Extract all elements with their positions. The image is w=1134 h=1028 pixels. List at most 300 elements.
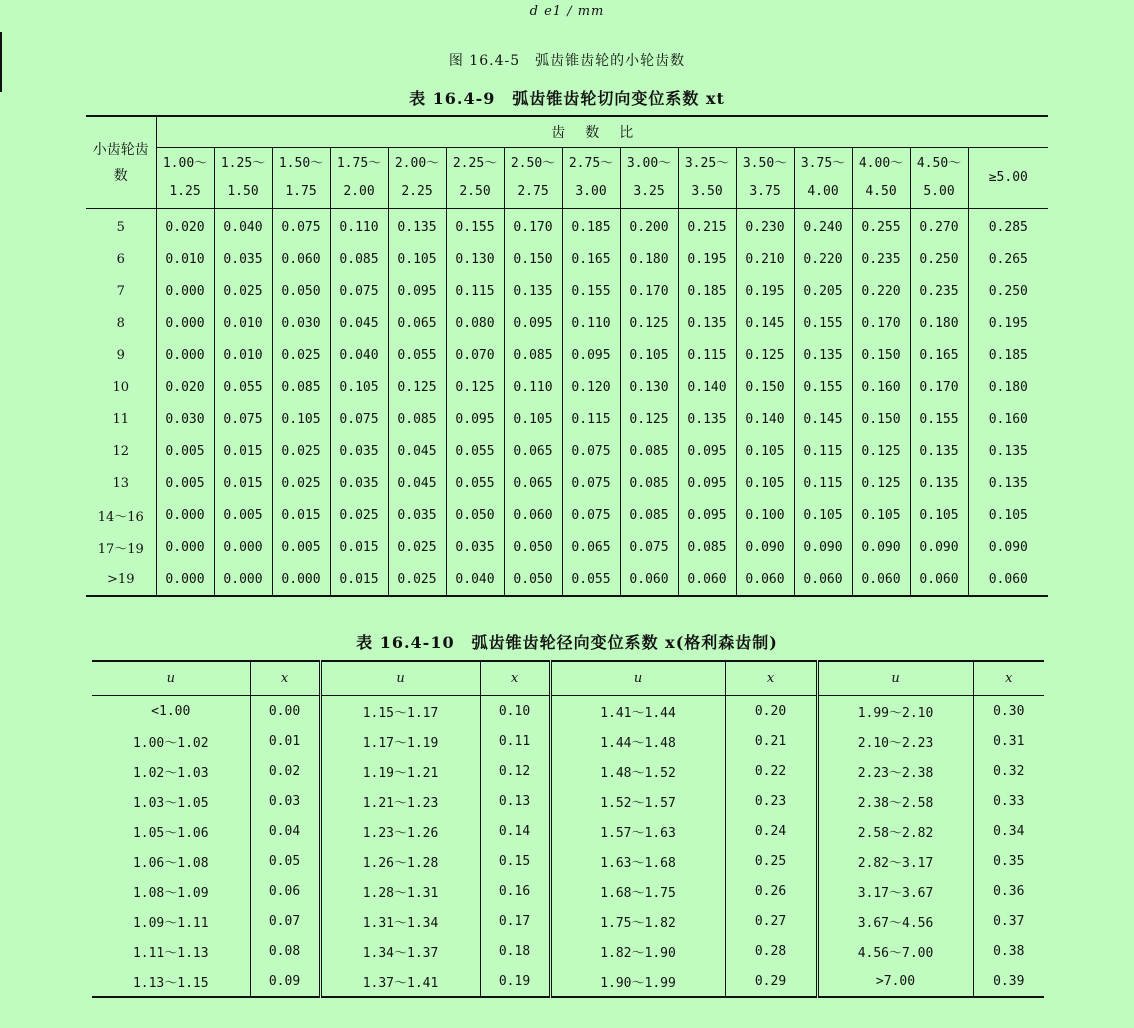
coefficient-cell: 0.075 — [330, 275, 388, 307]
ratio-range-from: 4.00～ — [858, 156, 904, 171]
coefficient-cell: 0.000 — [272, 563, 330, 596]
coefficient-cell: 0.105 — [910, 499, 968, 531]
u-header: u — [320, 661, 480, 696]
table-row — [92, 906, 1044, 936]
ratio-range-to: 3.00 — [575, 184, 607, 199]
ratio-range-from: 2.75～ — [568, 156, 614, 171]
coefficient-cell: 0.060 — [910, 563, 968, 596]
ratio-range-header — [620, 148, 678, 209]
ratio-range-from: 2.25～ — [452, 156, 498, 171]
coefficient-cell: 0.035 — [330, 435, 388, 467]
coefficient-cell: 0.075 — [620, 531, 678, 563]
coefficient-cell: 0.090 — [852, 531, 910, 563]
coefficient-cell: 0.065 — [562, 531, 620, 563]
coefficient-cell: 0.105 — [736, 467, 794, 499]
u-range-cell: 2.58～2.82 — [817, 816, 973, 846]
x-value-cell: 0.17 — [480, 906, 550, 936]
u-range-cell: 2.38～2.58 — [817, 786, 973, 816]
coefficient-cell: 0.000 — [156, 531, 214, 563]
table-row — [86, 209, 1048, 244]
ratio-range-to: 3.50 — [691, 184, 723, 199]
ratio-range-from: 2.50～ — [510, 156, 556, 171]
pinion-teeth-cell: 6 — [86, 243, 156, 275]
x-value-cell: 0.27 — [725, 906, 817, 936]
x-value-cell: 0.13 — [480, 786, 550, 816]
coefficient-cell: 0.075 — [272, 209, 330, 244]
figure-caption: 图 16.4-5 弧齿锥齿轮的小轮齿数 — [448, 53, 686, 69]
coefficient-cell: 0.155 — [562, 275, 620, 307]
coefficient-cell: 0.000 — [156, 339, 214, 371]
coefficient-cell: 0.005 — [272, 531, 330, 563]
x-value-cell: 0.24 — [725, 816, 817, 846]
ratio-range-header — [736, 148, 794, 209]
coefficient-cell: 0.150 — [504, 243, 562, 275]
u-range-cell: 1.13～1.15 — [132, 975, 209, 991]
coefficient-cell: 0.140 — [736, 403, 794, 435]
ratio-range-header — [910, 148, 968, 209]
ratio-range-row — [86, 148, 1048, 209]
x-header: x — [480, 661, 550, 696]
u-range-cell: 1.19～1.21 — [320, 756, 480, 786]
pinion-teeth-cell: 10 — [86, 371, 156, 403]
x-value-cell: 0.06 — [250, 876, 320, 906]
x-value-cell: 0.28 — [725, 936, 817, 966]
coefficient-cell: 0.075 — [214, 403, 272, 435]
table-row — [86, 563, 1048, 596]
coefficient-cell: 0.025 — [272, 339, 330, 371]
table-row — [86, 403, 1048, 435]
coefficient-cell: 0.070 — [446, 339, 504, 371]
coefficient-cell: 0.105 — [272, 403, 330, 435]
coefficient-cell: 0.095 — [562, 339, 620, 371]
u-range-cell: 1.90～1.99 — [550, 966, 725, 997]
coefficient-cell: 0.005 — [156, 435, 214, 467]
coefficient-cell: 0.105 — [968, 499, 1048, 531]
u-range-cell: 1.44～1.48 — [550, 726, 725, 756]
ratio-range-header — [330, 148, 388, 209]
table-row — [86, 339, 1048, 371]
x-value-cell: 0.11 — [480, 726, 550, 756]
ratio-range-to: 1.50 — [227, 184, 259, 199]
ratio-range-header — [562, 148, 620, 209]
x-value-cell: 0.21 — [725, 726, 817, 756]
pinion-teeth-cell: 14～16 — [86, 499, 156, 531]
ratio-range-from: 4.50～ — [916, 156, 962, 171]
u-range-cell: 1.11～1.13 — [132, 945, 209, 961]
coefficient-cell: 0.115 — [794, 435, 852, 467]
coefficient-cell: 0.115 — [446, 275, 504, 307]
coefficient-cell: 0.170 — [910, 371, 968, 403]
coefficient-cell: 0.135 — [678, 307, 736, 339]
coefficient-cell: 0.060 — [794, 563, 852, 596]
coefficient-cell: 0.030 — [156, 403, 214, 435]
coefficient-cell: 0.115 — [562, 403, 620, 435]
coefficient-cell: 0.235 — [852, 243, 910, 275]
coefficient-cell: 0.000 — [156, 307, 214, 339]
u-range-cell: 3.67～4.56 — [817, 906, 973, 936]
u-range-cell: 1.68～1.75 — [550, 876, 725, 906]
x-value-cell: 0.32 — [973, 756, 1044, 786]
coefficient-cell: 0.125 — [852, 435, 910, 467]
coefficient-cell: 0.135 — [504, 275, 562, 307]
table-row — [86, 307, 1048, 339]
coefficient-cell: 0.005 — [214, 499, 272, 531]
x-value-cell: 0.08 — [250, 936, 320, 966]
coefficient-cell: 0.085 — [678, 531, 736, 563]
coefficient-cell: 0.220 — [852, 275, 910, 307]
header-row-group — [86, 116, 1048, 148]
ratio-range-to: 2.50 — [459, 184, 491, 199]
coefficient-cell: 0.090 — [910, 531, 968, 563]
coefficient-cell: 0.105 — [330, 371, 388, 403]
coefficient-cell: 0.195 — [678, 243, 736, 275]
coefficient-cell: 0.285 — [968, 209, 1048, 244]
coefficient-cell: 0.185 — [562, 209, 620, 244]
coefficient-cell: 0.195 — [968, 307, 1048, 339]
x-value-cell: 0.01 — [250, 726, 320, 756]
x-value-cell: 0.39 — [973, 966, 1044, 997]
coefficient-cell: 0.210 — [736, 243, 794, 275]
coefficient-cell: 0.235 — [910, 275, 968, 307]
coefficient-cell: 0.205 — [794, 275, 852, 307]
coefficient-cell: 0.010 — [214, 339, 272, 371]
coefficient-cell: 0.125 — [620, 403, 678, 435]
u-range-cell: 1.48～1.52 — [550, 756, 725, 786]
coefficient-cell: 0.025 — [214, 275, 272, 307]
x-value-cell: 0.20 — [725, 696, 817, 727]
u-range-cell: 1.23～1.26 — [320, 816, 480, 846]
x-value-cell: 0.09 — [250, 966, 320, 997]
x-value-cell: 0.25 — [725, 846, 817, 876]
coefficient-cell: 0.085 — [330, 243, 388, 275]
u-range-cell: 1.82～1.90 — [550, 936, 725, 966]
x-value-cell: 0.10 — [480, 696, 550, 727]
coefficient-cell: 0.075 — [330, 403, 388, 435]
coefficient-cell: 0.150 — [736, 371, 794, 403]
table-body — [86, 209, 1048, 597]
u-range-cell: 1.09～1.11 — [132, 915, 209, 931]
ratio-range-to: 1.75 — [285, 184, 317, 199]
table-row — [92, 726, 1044, 756]
ratio-range-from: 3.00～ — [626, 156, 672, 171]
u-header: u — [817, 661, 973, 696]
x-value-cell: 0.31 — [973, 726, 1044, 756]
coefficient-cell: 0.105 — [388, 243, 446, 275]
coefficient-cell: 0.085 — [620, 435, 678, 467]
coefficient-cell: 0.145 — [736, 307, 794, 339]
coefficient-cell: 0.105 — [504, 403, 562, 435]
ratio-range-to: 3.75 — [749, 184, 781, 199]
table-row — [92, 786, 1044, 816]
ratio-range-to: 5.00 — [923, 184, 955, 199]
ratio-range-from: 1.75～ — [336, 156, 382, 171]
coefficient-cell: 0.095 — [446, 403, 504, 435]
coefficient-cell: 0.160 — [968, 403, 1048, 435]
coefficient-cell: 0.065 — [504, 467, 562, 499]
coefficient-cell: 0.025 — [272, 467, 330, 499]
x-value-cell: 0.29 — [725, 966, 817, 997]
u-range-cell: >7.00 — [817, 966, 973, 997]
coefficient-cell: 0.160 — [852, 371, 910, 403]
x-value-cell: 0.22 — [725, 756, 817, 786]
coefficient-cell: 0.125 — [446, 371, 504, 403]
u-range-cell: 1.03～1.05 — [132, 795, 209, 811]
coefficient-cell: 0.015 — [330, 531, 388, 563]
coefficient-cell: 0.010 — [156, 243, 214, 275]
x-value-cell: 0.16 — [480, 876, 550, 906]
ratio-range-to: 2.75 — [517, 184, 549, 199]
coefficient-cell: 0.255 — [852, 209, 910, 244]
coefficient-cell: 0.055 — [562, 563, 620, 596]
u-range-cell: 4.56～7.00 — [817, 936, 973, 966]
coefficient-cell: 0.110 — [562, 307, 620, 339]
coefficient-cell: 0.155 — [446, 209, 504, 244]
coefficient-cell: 0.000 — [156, 275, 214, 307]
coefficient-cell: 0.265 — [968, 243, 1048, 275]
coefficient-cell: 0.085 — [272, 371, 330, 403]
coefficient-cell: 0.165 — [910, 339, 968, 371]
table-row — [92, 966, 1044, 997]
coefficient-cell: 0.095 — [388, 275, 446, 307]
u-range-cell: 2.10～2.23 — [817, 726, 973, 756]
tangential-shift-coefficient-table — [86, 115, 1048, 597]
pinion-teeth-cell: 17～19 — [86, 531, 156, 563]
coefficient-cell: 0.135 — [678, 403, 736, 435]
coefficient-cell: 0.115 — [794, 467, 852, 499]
u-range-cell: 1.63～1.68 — [550, 846, 725, 876]
coefficient-cell: 0.085 — [620, 499, 678, 531]
coefficient-cell: 0.150 — [852, 339, 910, 371]
u-range-cell: 2.82～3.17 — [817, 846, 973, 876]
coefficient-cell: 0.135 — [910, 435, 968, 467]
x-value-cell: 0.23 — [725, 786, 817, 816]
u-range-cell: 1.75～1.82 — [550, 906, 725, 936]
coefficient-cell: 0.045 — [388, 435, 446, 467]
x-value-cell: 0.35 — [973, 846, 1044, 876]
coefficient-cell: 0.180 — [968, 371, 1048, 403]
coefficient-cell: 0.025 — [330, 499, 388, 531]
coefficient-cell: 0.060 — [852, 563, 910, 596]
coefficient-cell: 0.185 — [968, 339, 1048, 371]
coefficient-cell: 0.015 — [272, 499, 330, 531]
u-range-cell: 1.06～1.08 — [132, 855, 209, 871]
x-value-cell: 0.26 — [725, 876, 817, 906]
pinion-teeth-header: 小齿轮齿数 — [86, 116, 156, 209]
u-range-cell: 1.99～2.10 — [817, 696, 973, 727]
coefficient-cell: 0.000 — [156, 499, 214, 531]
u-range-cell: 2.23～2.38 — [817, 756, 973, 786]
coefficient-cell: 0.095 — [678, 435, 736, 467]
coefficient-cell: 0.035 — [214, 243, 272, 275]
x-value-cell: 0.34 — [973, 816, 1044, 846]
coefficient-cell: 0.125 — [736, 339, 794, 371]
coefficient-cell: 0.010 — [214, 307, 272, 339]
coefficient-cell: 0.020 — [156, 209, 214, 244]
x-value-cell: 0.03 — [250, 786, 320, 816]
pinion-teeth-cell: 8 — [86, 307, 156, 339]
coefficient-cell: 0.185 — [678, 275, 736, 307]
coefficient-cell: 0.035 — [446, 531, 504, 563]
coefficient-cell: 0.180 — [910, 307, 968, 339]
x-value-cell: 0.05 — [250, 846, 320, 876]
u-range-cell: 1.26～1.28 — [320, 846, 480, 876]
ratio-range-from: 3.75～ — [800, 156, 846, 171]
ratio-range-header — [272, 148, 330, 209]
u-range-cell: 1.05～1.06 — [132, 825, 209, 841]
coefficient-cell: 0.095 — [678, 467, 736, 499]
coefficient-cell: 0.060 — [272, 243, 330, 275]
table-row — [86, 467, 1048, 499]
figure-axis-label: d e1 / mm — [529, 4, 605, 19]
coefficient-cell: 0.040 — [446, 563, 504, 596]
coefficient-cell: 0.155 — [794, 371, 852, 403]
ratio-range-header — [156, 148, 214, 209]
ratio-range-from: 1.50～ — [278, 156, 324, 171]
ratio-range-header — [446, 148, 504, 209]
coefficient-cell: 0.065 — [504, 435, 562, 467]
u-range-cell: 1.31～1.34 — [320, 906, 480, 936]
coefficient-cell: 0.060 — [620, 563, 678, 596]
coefficient-cell: 0.090 — [794, 531, 852, 563]
coefficient-cell: 0.100 — [736, 499, 794, 531]
coefficient-cell: 0.055 — [214, 371, 272, 403]
pinion-teeth-cell: 7 — [86, 275, 156, 307]
coefficient-cell: 0.270 — [910, 209, 968, 244]
x-value-cell: 0.18 — [480, 936, 550, 966]
table-row — [92, 876, 1044, 906]
u-range-cell: 1.08～1.09 — [132, 885, 209, 901]
coefficient-cell: 0.085 — [388, 403, 446, 435]
coefficient-cell: 0.120 — [562, 371, 620, 403]
coefficient-cell: 0.035 — [330, 467, 388, 499]
ratio-range-header — [504, 148, 562, 209]
coefficient-cell: 0.015 — [214, 467, 272, 499]
x-value-cell: 0.15 — [480, 846, 550, 876]
ratio-range-to: 1.25 — [169, 184, 201, 199]
u-range-cell: 1.21～1.23 — [320, 786, 480, 816]
header-row — [92, 661, 1044, 696]
coefficient-cell: 0.200 — [620, 209, 678, 244]
coefficient-cell: 0.090 — [736, 531, 794, 563]
radial-shift-coefficient-table — [92, 660, 1044, 998]
table-row — [86, 243, 1048, 275]
coefficient-cell: 0.050 — [446, 499, 504, 531]
u-range-cell: 1.41～1.44 — [550, 696, 725, 727]
x-value-cell: 0.14 — [480, 816, 550, 846]
coefficient-cell: 0.035 — [388, 499, 446, 531]
ratio-range-header-last: ≥5.00 — [968, 148, 1048, 209]
coefficient-cell: 0.055 — [446, 467, 504, 499]
u-range-cell: 1.57～1.63 — [550, 816, 725, 846]
u-header: u — [92, 661, 250, 696]
coefficient-cell: 0.060 — [678, 563, 736, 596]
ratio-range-header — [794, 148, 852, 209]
coefficient-cell: 0.250 — [968, 275, 1048, 307]
table-16-4-10-title: 表 16.4-10 弧齿锥齿轮径向变位系数 x(格利森齿制) — [356, 633, 778, 652]
coefficient-cell: 0.115 — [678, 339, 736, 371]
ratio-range-to: 2.25 — [401, 184, 433, 199]
coefficient-cell: 0.130 — [620, 371, 678, 403]
ratio-range-header — [852, 148, 910, 209]
pinion-teeth-cell: 13 — [86, 467, 156, 499]
coefficient-cell: 0.030 — [272, 307, 330, 339]
coefficient-cell: 0.000 — [214, 563, 272, 596]
coefficient-cell: 0.015 — [330, 563, 388, 596]
coefficient-cell: 0.080 — [446, 307, 504, 339]
coefficient-cell: 0.085 — [504, 339, 562, 371]
coefficient-cell: 0.125 — [388, 371, 446, 403]
coefficient-cell: 0.135 — [968, 467, 1048, 499]
table-row — [86, 275, 1048, 307]
ratio-range-from: 3.50～ — [742, 156, 788, 171]
coefficient-cell: 0.215 — [678, 209, 736, 244]
u-range-cell: <1.00 — [151, 703, 191, 719]
u-range-cell: 1.17～1.19 — [320, 726, 480, 756]
coefficient-cell: 0.135 — [910, 467, 968, 499]
table-row — [92, 936, 1044, 966]
ratio-range-to: 2.00 — [343, 184, 375, 199]
coefficient-cell: 0.095 — [504, 307, 562, 339]
coefficient-cell: 0.050 — [504, 531, 562, 563]
u-range-cell: 1.15～1.17 — [320, 696, 480, 727]
u-range-cell: 1.28～1.31 — [320, 876, 480, 906]
coefficient-cell: 0.045 — [388, 467, 446, 499]
coefficient-cell: 0.055 — [446, 435, 504, 467]
coefficient-cell: 0.135 — [794, 339, 852, 371]
table-row — [92, 756, 1044, 786]
coefficient-cell: 0.000 — [214, 531, 272, 563]
coefficient-cell: 0.095 — [678, 499, 736, 531]
ratio-range-from: 1.00～ — [162, 156, 208, 171]
x-value-cell: 0.07 — [250, 906, 320, 936]
coefficient-cell: 0.165 — [562, 243, 620, 275]
coefficient-cell: 0.040 — [214, 209, 272, 244]
pinion-teeth-cell: 5 — [86, 209, 156, 244]
x-value-cell: 0.37 — [973, 906, 1044, 936]
coefficient-cell: 0.125 — [852, 467, 910, 499]
coefficient-cell: 0.105 — [736, 435, 794, 467]
u-range-cell: 1.34～1.37 — [320, 936, 480, 966]
coefficient-cell: 0.140 — [678, 371, 736, 403]
coefficient-cell: 0.040 — [330, 339, 388, 371]
x-value-cell: 0.36 — [973, 876, 1044, 906]
ratio-range-to: 4.50 — [865, 184, 897, 199]
x-value-cell: 0.04 — [250, 816, 320, 846]
x-value-cell: 0.02 — [250, 756, 320, 786]
table-row — [92, 846, 1044, 876]
coefficient-cell: 0.005 — [156, 467, 214, 499]
table-row — [86, 435, 1048, 467]
ratio-range-header — [388, 148, 446, 209]
ratio-range-header — [214, 148, 272, 209]
coefficient-cell: 0.105 — [794, 499, 852, 531]
coefficient-cell: 0.085 — [620, 467, 678, 499]
coefficient-cell: 0.170 — [852, 307, 910, 339]
coefficient-cell: 0.025 — [388, 531, 446, 563]
coefficient-cell: 0.180 — [620, 243, 678, 275]
u-range-cell: 3.17～3.67 — [817, 876, 973, 906]
coefficient-cell: 0.045 — [330, 307, 388, 339]
u-header: u — [550, 661, 725, 696]
coefficient-cell: 0.050 — [272, 275, 330, 307]
coefficient-cell: 0.075 — [562, 499, 620, 531]
pinion-teeth-cell: >19 — [86, 563, 156, 596]
coefficient-cell: 0.065 — [388, 307, 446, 339]
u-range-cell: 1.00～1.02 — [132, 735, 209, 751]
pinion-teeth-cell: 9 — [86, 339, 156, 371]
coefficient-cell: 0.195 — [736, 275, 794, 307]
coefficient-cell: 0.075 — [562, 467, 620, 499]
